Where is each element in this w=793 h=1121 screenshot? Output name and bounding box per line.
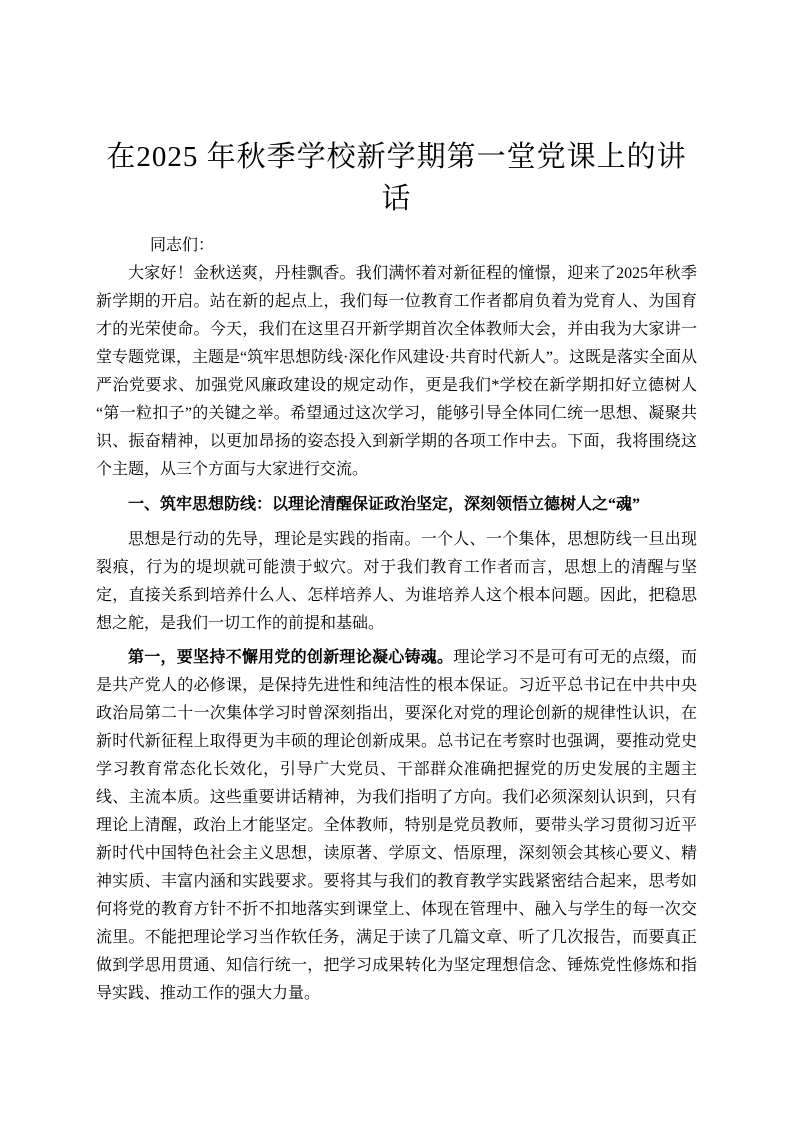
section-1-point-1-paragraph <box>96 644 697 1008</box>
section-1-intro-paragraph: 思想是行动的先导，理论是实践的指南。一个人、一个集体，思想防线一旦出现裂痕，行为的堤坝就可能溃于蚁穴。对于我们教育工作者而言，思想上的清醒与坚定，直接关系到培养什么人、怎样培养人、为谁培养人这个根本问题。因此，把稳思想之舵，是我们一切工作的前提和基础。 <box>96 531 697 632</box>
section-1-point-1-lead: 第一，要坚持不懈用党的创新理论凝心铸魂。 <box>128 649 454 666</box>
document-title: 在2025 年秋季学校新学期第一堂党课上的讲话 <box>106 141 687 215</box>
salutation: 同志们： <box>150 237 215 254</box>
opening-paragraph: 大家好！金秋送爽，丹桂飘香。我们满怀着对新征程的憧憬，迎来了2025年秋季新学期的开启。站在新的起点上，我们每一位教育工作者都肩负着为党育人、为国育才的光荣使命。今天，我们在这里召开新学期首次全体教师大会，并由我为大家讲一堂专题党课，主题是“筑牢思想防线·深化作风建设·共育时代新人”。这既是落实全面从严治党要求、加强党风廉政建设的规定动作，更是我们*学校在新学期扣好立德树人“第一粒扣子”的关键之举。希望通过这次学习，能够引导全体同仁统一思想、凝聚共识、振奋精神，以更加昂扬的姿态投入到新学期的各项工作中去。下面，我将围绕这个主题，从三个方面与大家进行交流。 <box>96 265 697 478</box>
section-1-heading: 一、筑牢思想防线：以理论清醒保证政治坚定，深刻领悟立德树人之“魂” <box>128 496 641 513</box>
section-1-point-1-body: 理论学习不是可有可无的点缀，而是共产党人的必修课，是保持先进性和纯洁性的根本保证。习近平总书记在中共中央政治局第二十一次集体学习时曾深刻指出，要深化对党的理论创新的规律性认识，在新时代新征程上取得更为丰硕的理论创新成果。总书记在考察时也强调，要推动党史学习教育常态化长效化，引导广大党员、干部群众准确把握党的历史发展的主题主线、主流本质。这些重要讲话精神，为我们指明了方向。我们必须深刻认识到，只有理论上清醒，政治上才能坚定。全体教师，特别是党员教师，要带头学习贯彻习近平新时代中国特色社会主义思想，读原著、学原文、悟原理，深刻领会其核心要义、精神实质、丰富内涵和实践要求。要将其与我们的教育教学实践紧密结合起来，思考如何将党的教育方针不折不扣地落实到课堂上、体现在管理中、融入与学生的每一次交流里。不能把理论学习当作软任务，满足于读了几篇文章、听了几次报告，而要真正做到学思用贯通、知信行统一，把学习成果转化为坚定理想信念、锤炼党性修炼和指导实践、推动工作的强大力量。 <box>96 649 697 1002</box>
